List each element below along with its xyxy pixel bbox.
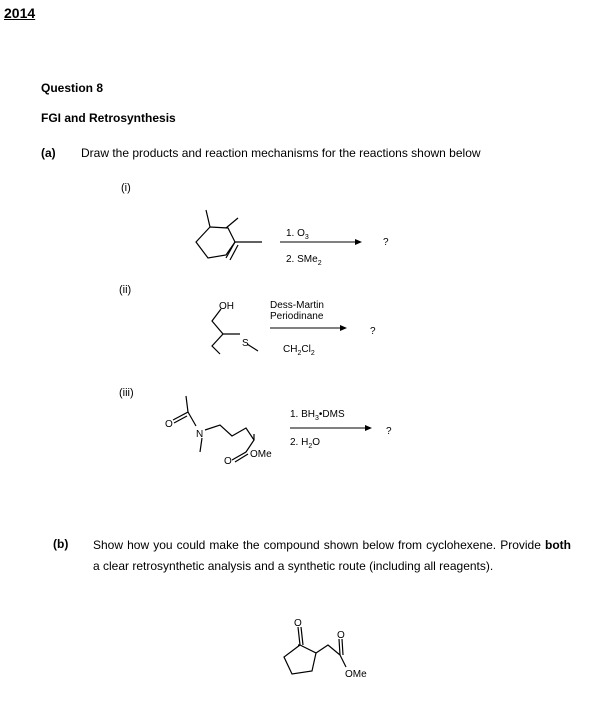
reaction-i-reagent-bottom: 2. SMe$_2$	[286, 254, 322, 267]
reaction-ii-label: (ii)	[119, 284, 132, 296]
reaction-i-molecule	[196, 210, 262, 260]
reaction-iii-reagent-bottom: 2. $H_2O$	[290, 437, 321, 450]
reaction-ii-reagent-bottom: $CH_2Cl_2$	[283, 344, 315, 357]
reaction-i-product: ?	[383, 237, 389, 248]
reaction-i-scheme	[190, 200, 410, 270]
target-ome: OMe	[345, 669, 367, 680]
reaction-i-reagent-top: 1. $O_3$	[286, 228, 309, 241]
year-heading: 2014	[4, 5, 36, 21]
reaction-ii-scheme	[190, 296, 410, 366]
reaction-ii-arrowhead	[340, 325, 347, 331]
reaction-iii-arrowhead	[365, 425, 372, 431]
reaction-ii-oh: OH	[219, 301, 234, 312]
reaction-ii-reagent-top-1: Dess-Martin	[270, 300, 324, 311]
reaction-iii-ome: OMe	[250, 449, 272, 460]
part-a-instruction: Draw the products and reaction mechanisms for the reactions shown below	[81, 146, 481, 160]
reaction-ii-s: S	[242, 338, 249, 349]
reaction-iii-o1: O	[165, 419, 173, 430]
target-o2: O	[337, 630, 345, 641]
reaction-i-arrowhead	[355, 239, 362, 245]
part-b-label: (b)	[53, 537, 69, 551]
reaction-iii-molecule	[173, 396, 254, 462]
part-a-label: (a)	[41, 146, 56, 160]
reaction-ii-reagent-top-2: Periodinane	[270, 311, 324, 322]
reaction-i-label: (i)	[121, 182, 131, 194]
reaction-iii-o2: O	[224, 456, 232, 467]
reaction-ii-molecule	[212, 309, 258, 354]
question-title: Question 8	[41, 81, 104, 95]
reaction-iii-n: N	[196, 429, 204, 440]
reaction-iii-reagent-top: 1. $BH_3•DMS$	[290, 409, 345, 422]
target-o1: O	[294, 618, 302, 629]
part-b-instruction: Show how you could make the compound shown below from cyclohexene. Provide both a clear retrosynthetic analysis and a synthetic route (including all reagents).	[93, 538, 571, 573]
reaction-iii-product: ?	[386, 426, 392, 437]
reaction-iii-label: (iii)	[119, 387, 134, 399]
question-subtitle: FGI and Retrosynthesis	[41, 111, 176, 125]
reaction-ii-product: ?	[370, 326, 376, 337]
reaction-iii-scheme	[160, 390, 410, 475]
target-compound	[272, 615, 392, 695]
part-b-bold-word: both	[545, 538, 571, 552]
